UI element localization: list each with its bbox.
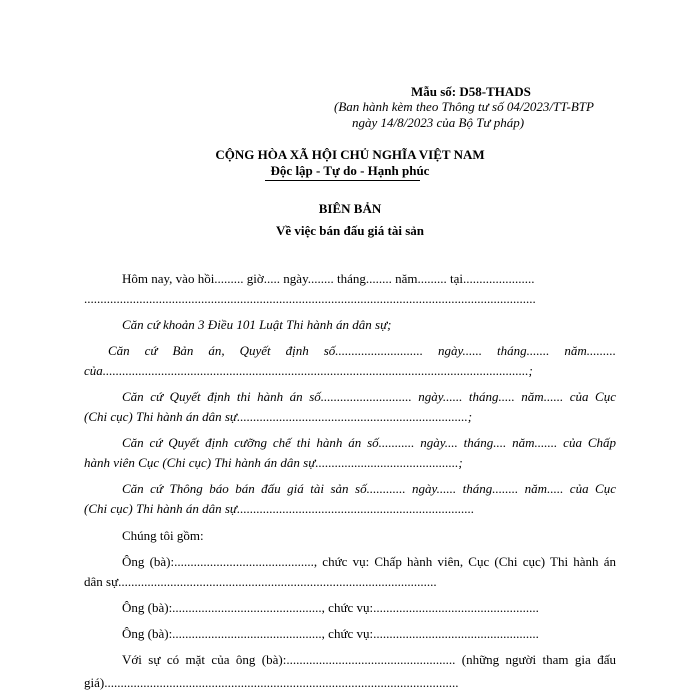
country-name: CỘNG HÒA XÃ HỘI CHỦ NGHĨA VIỆT NAM (215, 147, 485, 162)
issued-by-line-2: ngày 14/8/2023 của Bộ Tư pháp) (352, 115, 525, 130)
form-code: Mẫu số: D58-THADS (411, 84, 531, 99)
presence-continuation: giá)............................................................................................................. (84, 675, 459, 690)
participants-heading: Chúng tôi gồm: (122, 528, 204, 543)
basis-auction-notice-continuation: (Chi cục) Thi hành án dân sự......................................................................... (84, 501, 475, 516)
issued-by-line-1: (Ban hành kèm theo Thông tư số 04/2023/TT-BTP (334, 99, 594, 114)
document-subtitle: Về việc bán đấu giá tài sản (275, 223, 425, 238)
intro-continuation: ........................................................................................................................................... (84, 291, 536, 306)
presence-line: Với sự có mặt của ông (bà):.................................................... (những người tham gia đấu (122, 652, 616, 667)
motto-underline (265, 180, 420, 181)
participant-1: Ông (bà):..........................................., chức vụ: Chấp hành viên, Cục (Chi cục) Thi hành án (122, 554, 616, 569)
basis-auction-notice: Căn cứ Thông báo bán đấu giá tài sản số............ ngày...... tháng........ năm..... của Cục (122, 481, 616, 496)
basis-judgment: Căn cứ Bản án, Quyết định số........................... ngày...... tháng....... năm......... (108, 343, 616, 358)
participant-1-continuation: dân sự.................................................................................................. (84, 574, 437, 589)
intro-line: Hôm nay, vào hồi......... giờ..... ngày........ tháng........ năm......... tại...................... (122, 271, 535, 286)
participant-2: Ông (bà):.............................................., chức vụ:................................................... (122, 600, 539, 615)
basis-judgment-continuation: của...................................................................................................................................; (84, 363, 533, 378)
basis-coercion-decision-continuation: hành viên Cục (Chi cục) Thi hành án dân sự............................................; (84, 455, 463, 470)
document-title: BIÊN BẢN (318, 201, 382, 216)
basis-enforcement-decision: Căn cứ Quyết định thi hành án số............................ ngày...... tháng..... năm...... của Cục (122, 389, 616, 404)
basis-enforcement-decision-continuation: (Chi cục) Thi hành án dân sự.......................................................................; (84, 409, 473, 424)
basis-law: Căn cứ khoản 3 Điều 101 Luật Thi hành án dân sự; (122, 317, 392, 332)
participant-3: Ông (bà):.............................................., chức vụ:................................................... (122, 626, 539, 641)
basis-coercion-decision: Căn cứ Quyết định cưỡng chế thi hành án số........... ngày.... tháng.... năm....... của Chấp (122, 435, 616, 450)
national-motto: Độc lập - Tự do - Hạnh phúc (270, 163, 430, 178)
